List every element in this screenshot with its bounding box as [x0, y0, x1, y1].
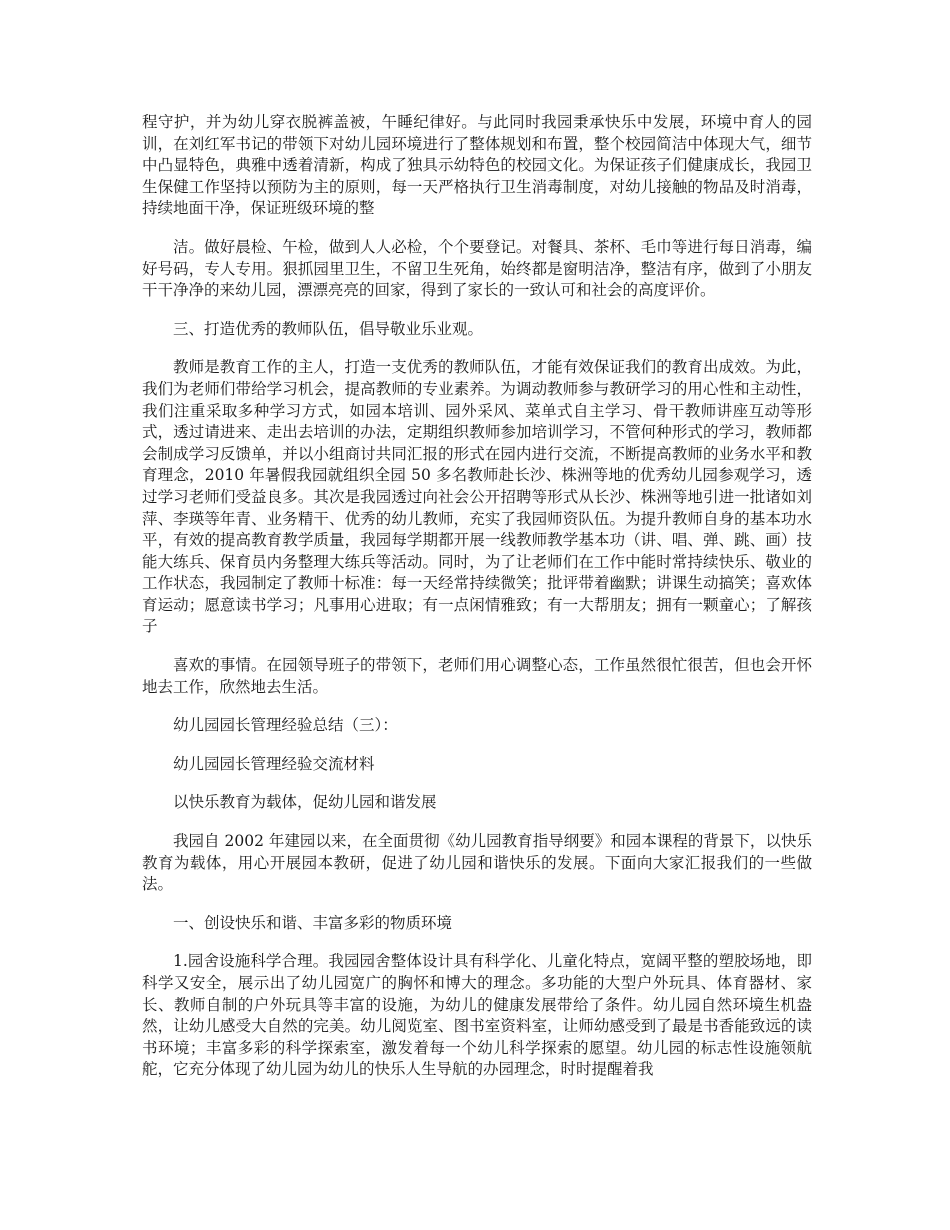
- paragraph-continuation-hygiene: 程守护，并为幼儿穿衣脱裤盖被，午睡纪律好。与此同时我园秉承快乐中发展，环境中育人的园训，在刘红军书记的带领下对幼儿园环境进行了整体规划和布置，整个校园简洁中体现大气，细节中凸显特色，典雅中透着清新，构成了独具示幼特色的校园文化。为保证孩子们健康成长，我园卫生保健工作坚持以预防为主的原则，每一天严格执行卫生消毒制度，对幼儿接触的物品及时消毒，持续地面干净，保证班级环境的整: [142, 113, 812, 218]
- paragraph-teacher-training: 教师是教育工作的主人，打造一支优秀的教师队伍，才能有效保证我们的教育出成效。为此，我们为老师们带给学习机会，提高教师的专业素养。为调动教师参与教研学习的用心性和主动性，我们注重采取多种学习方式，如园本培训、园外采风、菜单式自主学习、骨干教师讲座互动等形式，透过请进来、走出去培训的办法，定期组织教师参加培训学习，不管何种形式的学习，教师都会制成学习反馈单，并以小组商讨共同汇报的形式在园内进行交流，不断提高教师的业务水平和教育理念，2010 年暑假我园就组织全园 50 多名教师赴长沙、株洲等地的优秀幼儿园参观学习，透过学习老师们受益良多。其次是我园透过向社会公开招聘等形式从长沙、株洲等地引进一批诸如刘萍、李瑛等年青、业务精干、优秀的幼儿教师，充实了我园师资队伍。为提升教师自身的基本功水平，有效的提高教育教学质量，我园每学期都开展一线教师教学基本功（讲、唱、弹、跳、画）技能大练兵、保育员内务整理大练兵等活动。同时，为了让老师们在工作中能时常持续快乐、敬业的工作状态，我园制定了教师十标准：每一天经常持续微笑；批评带着幽默；讲课生动搞笑；喜欢体育运动；愿意读书学习；凡事用心进取；有一点闲情雅致；有一大帮朋友；拥有一颗童心；了解孩子: [142, 358, 812, 636]
- heading-happy-education: 以快乐教育为载体，促幼儿园和谐发展: [173, 793, 437, 812]
- heading-exchange-material: 幼儿园园长管理经验交流材料: [173, 754, 375, 773]
- section-heading-teacher-team: 三、打造优秀的教师队伍，倡导敬业乐业观。: [173, 319, 484, 338]
- document-body: [142, 112, 812, 1098]
- section-heading-environment: 一、创设快乐和谐、丰富多彩的物质环境: [173, 913, 453, 932]
- paragraph-facilities: 1.园舍设施科学合理。我园园舍整体设计具有科学化、儿童化特点，宽阔平整的塑胶场地，即科学又安全，展示出了幼儿园宽广的胸怀和博大的理念。多功能的大型户外玩具、体育器材、家长、教师自制的户外玩具等丰富的设施，为幼儿的健康发展带给了条件。幼儿园自然环境生机盎然，让幼儿感受大自然的完美。幼儿阅览室、图书室资料室，让师幼感受到了最是书香能致远的读书环境；丰富多彩的科学探索室，激发着每一个幼儿科学探索的愿望。幼儿园的标志性设施领航舵，它充分体现了幼儿园为幼儿的快乐人生导航的办园理念，时时提醒着我: [142, 952, 812, 1079]
- heading-summary-three: 幼儿园园长管理经验总结（三）：: [173, 716, 398, 735]
- paragraph-introduction: 我园自 2002 年建园以来，在全面贯彻《幼儿园教育指导纲要》和园本课程的背景下，以快乐教育为载体，用心开展园本教研，促进了幼儿园和谐快乐的发展。下面向大家汇报我们的一些做法。: [142, 832, 812, 894]
- paragraph-cleanliness: 洁。做好晨检、午检，做到人人必检，个个要登记。对餐具、茶杯、毛巾等进行每日消毒，编好号码，专人专用。狠抓园里卫生，不留卫生死角，始终都是窗明洁净，整洁有序，做到了小朋友干干净净的来幼儿园，漂漂亮亮的回家，得到了家长的一致认可和社会的高度评价。: [142, 237, 812, 300]
- paragraph-teacher-attitude: 喜欢的事情。在园领导班子的带领下，老师们用心调整心态，工作虽然很忙很苦，但也会开怀地去工作，欣然地去生活。: [142, 656, 812, 696]
